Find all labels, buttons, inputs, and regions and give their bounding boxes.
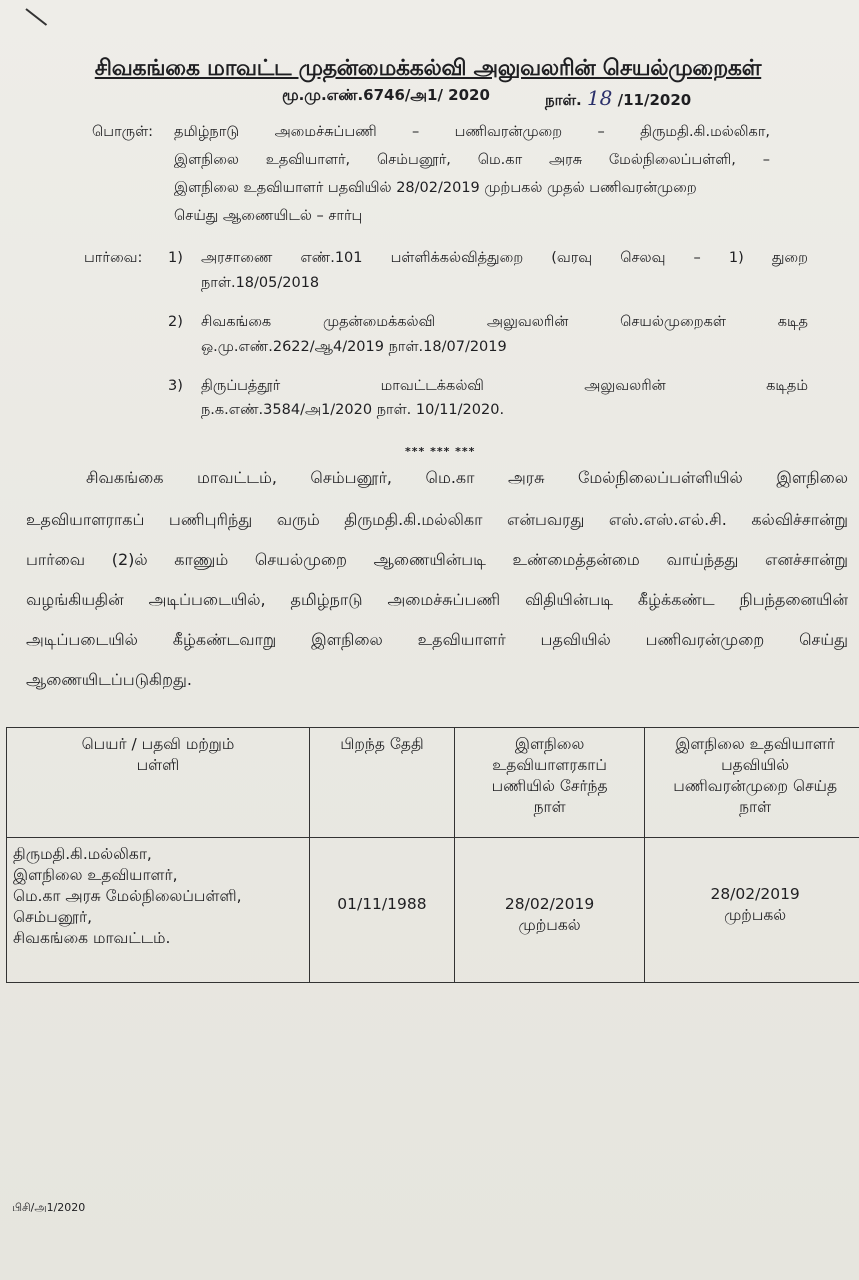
- cell-text: திருமதி.கி.மல்லிகா,: [13, 845, 152, 863]
- cell-regularisation-date: [645, 838, 859, 983]
- cell-text: மெ.கா அரசு மேல்நிலைப்பள்ளி,: [13, 886, 242, 905]
- header-text: உதவியாளரகாப்: [492, 755, 607, 774]
- cell-text: சிவகங்கை மாவட்டம்.: [13, 928, 171, 947]
- cell-text: 28/02/2019: [710, 885, 800, 903]
- header-text: நாள்: [533, 797, 566, 816]
- subject-line: இளநிலை உதவியாளர், செம்பனூர், மெ.கா அரசு மேல்நிலைப்பள்ளி, –: [174, 152, 770, 168]
- header-join-date: [454, 728, 644, 838]
- reference-number: மூ.மு.எண்.6746/அ1/ 2020: [282, 86, 490, 104]
- cell-name-post-school: [7, 838, 310, 983]
- header-name: [7, 728, 310, 838]
- regularisation-table: [6, 727, 859, 983]
- header-text: பணிவரன்முறை செய்த: [673, 776, 838, 795]
- reference-item-line: ஒ.மு.எண்.2622/ஆ4/2019 நாள்.18/07/2019: [201, 339, 507, 355]
- cell-text: முற்பகல்: [518, 915, 581, 934]
- document-date: [545, 86, 691, 111]
- header-text: பள்ளி: [136, 755, 180, 774]
- subject-line: இளநிலை உதவியாளர் பதவியில் 28/02/2019 முற்பகல் முதல் பணிவரன்முறை: [174, 180, 697, 196]
- header-dob: [309, 728, 454, 838]
- subject-line: செய்து ஆணையிடல் – சார்பு: [174, 208, 363, 224]
- table-row: [7, 838, 859, 983]
- body-line: ஆணையிடப்படுகிறது.: [26, 670, 192, 689]
- reference-item-number: 1): [168, 250, 183, 266]
- cell-text: முற்பகல்: [724, 905, 787, 924]
- cell-text: 28/02/2019: [504, 895, 595, 913]
- cell-text: இளநிலை உதவியாளர்,: [13, 865, 178, 884]
- reference-item-line: அரசாணை எண்.101 பள்ளிக்கல்வித்துறை (வரவு செலவு – 1) துறை: [201, 250, 808, 266]
- header-text: பதவியில்: [721, 755, 790, 774]
- header-text: இளநிலை: [514, 735, 585, 753]
- reference-item-line: ந.க.எண்.3584/அ1/2020 நாள். 10/11/2020.: [201, 402, 505, 418]
- document-title: சிவகங்கை மாவட்ட முதன்மைக்கல்வி அலுவலரின் செயல்முறைகள்: [94, 56, 762, 81]
- header-text: பெயர் / பதவி மற்றும்: [81, 735, 235, 753]
- subject-label: பொருள்:: [92, 124, 154, 140]
- date-prefix: நாள்.: [545, 91, 582, 109]
- reference-item-line: சிவகங்கை முதன்மைக்கல்வி அலுவலரின் செயல்முறைகள் கடித: [201, 314, 808, 330]
- reference-item-number: 2): [168, 314, 183, 330]
- handwritten-day: 18: [586, 86, 613, 110]
- header-text: பிறந்த தேதி: [340, 735, 424, 753]
- cell-dob: [309, 838, 454, 983]
- footer-code: பிசி/அ1/2020: [12, 1201, 86, 1214]
- header-text: நாள்: [739, 797, 772, 816]
- header-text: இளநிலை உதவியாளர்: [675, 735, 835, 753]
- subject-line: தமிழ்நாடு அமைச்சுப்பணி – பணிவரன்முறை – திருமதி.கி.மல்லிகா,: [174, 124, 770, 140]
- body-line: வழங்கியதின் அடிப்படையில், தமிழ்நாடு அமைச்சுப்பணி விதியின்படி கீழ்க்கண்ட நிபந்தனையின்: [26, 590, 848, 609]
- body-line: அடிப்படையில் கீழ்கண்டவாறு இளநிலை உதவியாளர் பதவியில் பணிவரன்முறை செய்து: [26, 630, 848, 649]
- cell-text: செம்பனூர்,: [13, 907, 93, 926]
- date-suffix: /11/2020: [617, 91, 692, 109]
- cell-text: 01/11/1988: [337, 895, 427, 913]
- table-header-row: [7, 728, 859, 838]
- body-line: பார்வை (2)ல் காணும் செயல்முறை ஆணையின்படி உண்மைத்தன்மை வாய்ந்தது எனச்சான்று: [26, 550, 848, 569]
- header-regularisation-date: [645, 728, 859, 838]
- reference-item-number: 3): [168, 378, 183, 394]
- header-text: பணியில் சேர்ந்த: [491, 776, 608, 795]
- separator-stars: *** *** ***: [405, 445, 476, 458]
- reference-item-line: நாள்.18/05/2018: [201, 275, 320, 291]
- references-label: பார்வை:: [84, 250, 143, 266]
- cell-join-date: [454, 838, 644, 983]
- pen-mark: [25, 8, 47, 26]
- body-line: சிவகங்கை மாவட்டம், செம்பனூர், மெ.கா அரசு மேல்நிலைப்பள்ளியில் இளநிலை: [86, 468, 848, 487]
- body-line: உதவியாளராகப் பணிபுரிந்து வரும் திருமதி.கி.மல்லிகா என்பவரது எஸ்.எஸ்.எல்.சி. கல்விச்சான்று: [26, 510, 848, 529]
- reference-item-line: திருப்பத்தூர் மாவட்டக்கல்வி அலுவலரின் கடிதம்: [201, 378, 808, 394]
